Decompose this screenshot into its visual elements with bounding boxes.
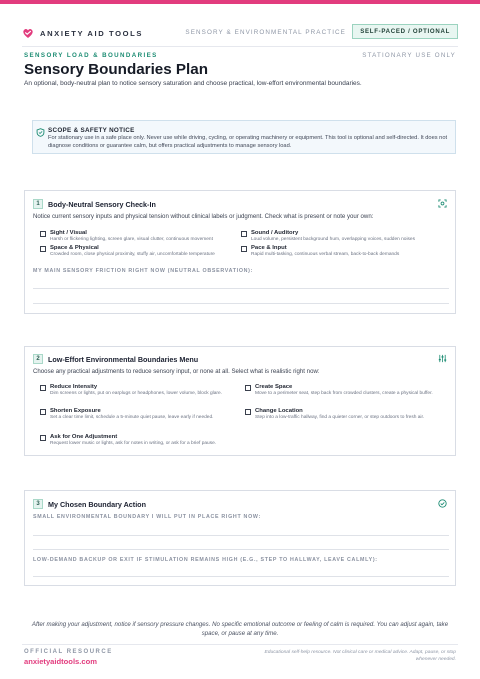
website-link[interactable]: anxietyaidtools.com [24, 657, 98, 666]
page-header [22, 24, 458, 42]
kicker: SENSORY LOAD & BOUNDARIES [24, 52, 158, 59]
option-label: Reduce Intensity [50, 384, 98, 390]
friction-write-line-2[interactable] [33, 303, 449, 304]
option-label: Pace & Input [251, 245, 287, 251]
official-resource-label: OFFICIAL RESOURCE [24, 649, 113, 655]
step-description: Choose any practical adjustments to reduce sensory input, or none at all. Select what is realistic right now: [33, 368, 320, 375]
option-label: Sight / Visual [50, 230, 87, 236]
checkbox[interactable] [245, 385, 251, 391]
option-description: Move to a perimeter seat, step back from crowded clusters, create a physical buffer. [255, 391, 433, 396]
scope-notice [32, 120, 456, 154]
friction-write-line-1[interactable] [33, 288, 449, 289]
option-description: Rapid multi-tasking, continuous verbal stream, back-to-back demands [251, 252, 400, 257]
option-description: Dim screens or lights, put on earplugs or headphones, lower volume, block glare. [50, 391, 222, 396]
step-number: 2 [33, 354, 43, 364]
page-subtitle: An optional, body-neutral plan to notice sensory saturation and choose practical, low-effort environmental boundaries. [24, 80, 362, 87]
boundary-write-line-2[interactable] [33, 549, 449, 550]
option-label: Shorten Exposure [50, 408, 101, 414]
step-title: Body-Neutral Sensory Check-In [48, 200, 156, 209]
check-circle-icon [438, 499, 447, 508]
step-title: My Chosen Boundary Action [48, 500, 146, 509]
closing-note: After making your adjustment, notice if sensory pressure changes. No specific emotional outcome or feeling of calm is required. You can adjust again, take space, or pause at any time. [31, 621, 449, 638]
scope-body: For stationary use in a safe place only. Never use while driving, cycling, or operating machinery or equipment. This tool is optional and self-directed. It does not diagnose conditions or guarantee calm, but offers practical adjustments to manage sensory load. [48, 135, 448, 149]
option-label: Create Space [255, 384, 293, 390]
checkbox[interactable] [40, 409, 46, 415]
top-accent-bar [0, 0, 480, 4]
section-label: SENSORY & ENVIRONMENTAL PRACTICE [185, 29, 346, 36]
checkbox[interactable] [245, 409, 251, 415]
option-label: Change Location [255, 408, 303, 414]
checkbox[interactable] [40, 246, 46, 252]
option-description: Set a clear time limit, schedule a 5-minute quiet pause, leave early if needed. [50, 415, 214, 420]
step-2-card [24, 346, 456, 456]
footer-divider [22, 644, 458, 645]
checkbox[interactable] [40, 385, 46, 391]
boundary-write-line-1[interactable] [33, 535, 449, 536]
option-description: Crowded room, close physical proximity, stuffy air, uncomfortable temperature [50, 252, 215, 257]
option-description: Request lower music or lights, ask for notes in writing, or ask for a brief pause. [50, 441, 217, 446]
brand-name: ANXIETY AID TOOLS [40, 28, 144, 38]
usage-note: STATIONARY USE ONLY [362, 52, 456, 59]
option-label: Sound / Auditory [251, 230, 299, 236]
brand [22, 27, 143, 39]
option-label: Space & Physical [50, 245, 99, 251]
backup-write-line[interactable] [33, 576, 449, 577]
focus-frame-icon [438, 199, 447, 208]
sliders-icon [438, 354, 447, 363]
friction-field-label: MY MAIN SENSORY FRICTION RIGHT NOW (NEUTRAL OBSERVATION): [33, 268, 254, 274]
step-number: 1 [33, 199, 43, 209]
step-number: 3 [33, 499, 43, 509]
option-description: Harsh or flickering lighting, screen glare, visual clutter, continuous movement [50, 237, 213, 242]
step-description: Notice current sensory inputs and physical tension without clinical labels or judgment. Check what is present or note your own: [33, 213, 374, 220]
scope-title: SCOPE & SAFETY NOTICE [48, 127, 135, 134]
backup-field-label: LOW-DEMAND BACKUP OR EXIT IF STIMULATION REMAINS HIGH (E.G., STEP TO HALLWAY, LEAVE CALMLY): [33, 557, 378, 563]
checkbox[interactable] [40, 231, 46, 237]
option-description: Step into a low-traffic hallway, find a quieter corner, or step outdoors to fresh air. [255, 415, 425, 420]
option-description: Loud volume, persistent background hum, overlapping voices, sudden noises [251, 237, 415, 242]
option-label: Ask for One Adjustment [50, 434, 118, 440]
header-divider [22, 46, 458, 47]
disclaimer: Educational self-help resource. Not clinical care or medical advice. Adapt, pause, or stop whenever needed. [264, 650, 456, 663]
checkbox[interactable] [40, 435, 46, 441]
brand-logo-icon [22, 27, 34, 39]
checkbox[interactable] [241, 246, 247, 252]
step-3-card [24, 490, 456, 586]
format-badge: SELF-PACED / OPTIONAL [352, 24, 458, 39]
step-1-card [24, 190, 456, 314]
checkbox[interactable] [241, 231, 247, 237]
shield-icon [36, 128, 45, 137]
step-title: Low-Effort Environmental Boundaries Menu [48, 355, 199, 364]
page-title: Sensory Boundaries Plan [24, 61, 208, 78]
boundary-field-label: SMALL ENVIRONMENTAL BOUNDARY I WILL PUT IN PLACE RIGHT NOW: [33, 514, 261, 520]
